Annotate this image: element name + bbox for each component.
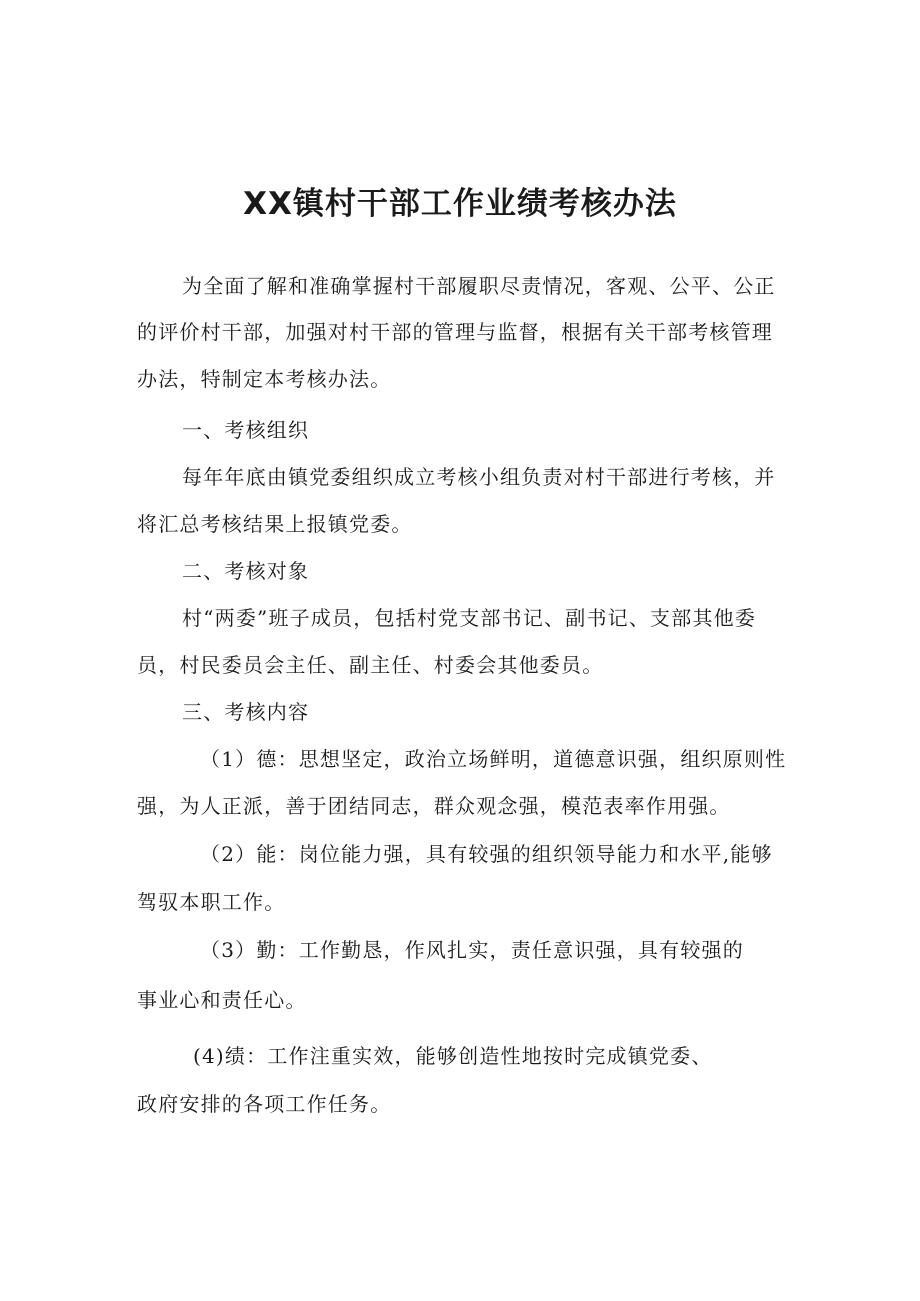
paragraph-line: 驾驭本职工作。 bbox=[137, 890, 286, 914]
paragraph-line: 每年年底由镇党委组织成立考核小组负责对村干部进行考核，并 bbox=[182, 465, 776, 489]
paragraph-line: （2）能：岗位能力强，具有较强的组织领导能力和水平,能够 bbox=[200, 842, 773, 866]
paragraph-line: 强，为人正派，善于团结同志，群众观念强，模范表率作用强。 bbox=[137, 794, 731, 818]
paragraph-line: （3）勤：工作勤恳，作风扎实，责任意识强，具有较强的 bbox=[200, 938, 744, 962]
paragraph-line: (4)绩：工作注重实效，能够创造性地按时完成镇党委、 bbox=[193, 1044, 713, 1068]
section-heading: 二、考核对象 bbox=[182, 559, 310, 583]
paragraph-line: 事业心和责任心。 bbox=[137, 988, 307, 1012]
document-title: XX镇村干部工作业绩考核办法 bbox=[243, 186, 677, 222]
paragraph-line: 员，村民委员会主任、副主任、村委会其他委员。 bbox=[137, 653, 604, 677]
paragraph-line: 的评价村干部，加强对村干部的管理与监督，根据有关干部考核管理 bbox=[137, 320, 773, 344]
section-heading: 三、考核内容 bbox=[182, 700, 310, 724]
section-heading: 一、考核组织 bbox=[182, 418, 310, 442]
paragraph-line: 村“两委”班子成员，包括村党支部书记、副书记、支部其他委 bbox=[182, 606, 757, 630]
paragraph-line: （1）德：思想坚定，政治立场鲜明，道德意识强，组织原则性 bbox=[200, 747, 787, 771]
paragraph-line: 办法，特制定本考核办法。 bbox=[137, 367, 392, 391]
paragraph-line: 为全面了解和准确掌握村干部履职尽责情况，客观、公平、公正 bbox=[182, 274, 776, 298]
paragraph-line: 政府安排的各项工作任务。 bbox=[137, 1092, 392, 1116]
paragraph-line: 将汇总考核结果上报镇党委。 bbox=[137, 512, 413, 536]
